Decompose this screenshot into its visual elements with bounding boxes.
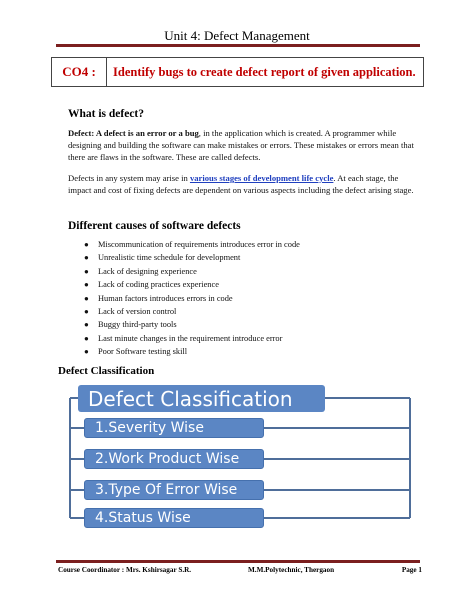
defect-bold-phrase: defect is an error or a bug bbox=[103, 128, 199, 138]
header-rule bbox=[56, 44, 420, 47]
course-outcome-code: CO4 : bbox=[52, 58, 107, 86]
bullet-icon: ● bbox=[84, 307, 89, 317]
list-item: ● Lack of designing experience bbox=[84, 265, 300, 278]
defect-lead: Defect: A bbox=[68, 128, 104, 138]
diagram-item-status: 4.Status Wise bbox=[84, 508, 264, 528]
defect-stages-paragraph bbox=[68, 172, 420, 196]
development-life-cycle-link[interactable]: various stages of development life cycle bbox=[189, 173, 334, 183]
bullet-icon: ● bbox=[84, 293, 89, 303]
diagram-item-error-type: 3.Type Of Error Wise bbox=[84, 480, 264, 500]
defect-classification-heading: Defect Classification bbox=[58, 365, 155, 377]
page-header-title: Unit 4: Defect Management bbox=[164, 28, 310, 43]
course-outcome-box bbox=[51, 57, 424, 87]
bullet-icon: ● bbox=[84, 347, 89, 357]
list-item: ● Buggy third-party tools bbox=[84, 318, 300, 331]
bullet-icon: ● bbox=[84, 280, 89, 290]
list-item: ● Poor Software testing skill bbox=[84, 345, 300, 358]
course-outcome-text: Identify bugs to create defect report of given application. bbox=[113, 64, 416, 79]
defect-definition-paragraph bbox=[68, 127, 420, 163]
bullet-icon: ● bbox=[84, 240, 89, 249]
causes-list bbox=[84, 238, 300, 359]
section-what-heading: What is defect? bbox=[68, 108, 145, 120]
stages-pre: Defects in any system may arise in bbox=[68, 173, 190, 183]
footer-rule bbox=[56, 560, 420, 563]
section-causes-heading: Different causes of software defects bbox=[68, 220, 241, 232]
list-item: ● Lack of coding practices experience bbox=[84, 278, 300, 291]
list-item: ● Human factors introduces errors in code bbox=[84, 292, 300, 305]
section-what-heading-wrap bbox=[68, 108, 420, 120]
stages-post: . At each stage, the impact and cost of fixing defects are dependent on various aspects including the defect arising stage. bbox=[68, 173, 414, 195]
bullet-icon: ● bbox=[84, 320, 89, 330]
footer-coordinator: Course Coordinator : Mrs. Kshirsagar S.R. bbox=[58, 566, 192, 574]
list-item: ● Lack of version control bbox=[84, 305, 300, 318]
bullet-icon: ● bbox=[84, 253, 89, 263]
defect-definition-rest: , in the application which is created. A programmer while designing and building the software can make mistakes or errors. These mistakes or errors mean that there are flaws in the software. These are called defects. bbox=[68, 128, 414, 162]
section-causes-heading-wrap bbox=[68, 220, 420, 232]
bullet-icon: ● bbox=[84, 266, 89, 276]
list-item: ● Miscommunication of requirements introduces error in code bbox=[84, 238, 300, 251]
list-item: ● Unrealistic time schedule for development bbox=[84, 251, 300, 264]
list-item: ● Last minute changes in the requirement introduce error bbox=[84, 332, 300, 345]
bullet-icon: ● bbox=[84, 333, 89, 343]
footer-page-number: Page 1 bbox=[401, 566, 422, 574]
footer-institution: M.M.Polytechnic, Thergaon bbox=[248, 566, 335, 574]
diagram-item-severity: 1.Severity Wise bbox=[84, 418, 264, 438]
diagram-title-box: Defect Classification bbox=[78, 385, 325, 412]
diagram-item-work-product: 2.Work Product Wise bbox=[84, 449, 264, 469]
